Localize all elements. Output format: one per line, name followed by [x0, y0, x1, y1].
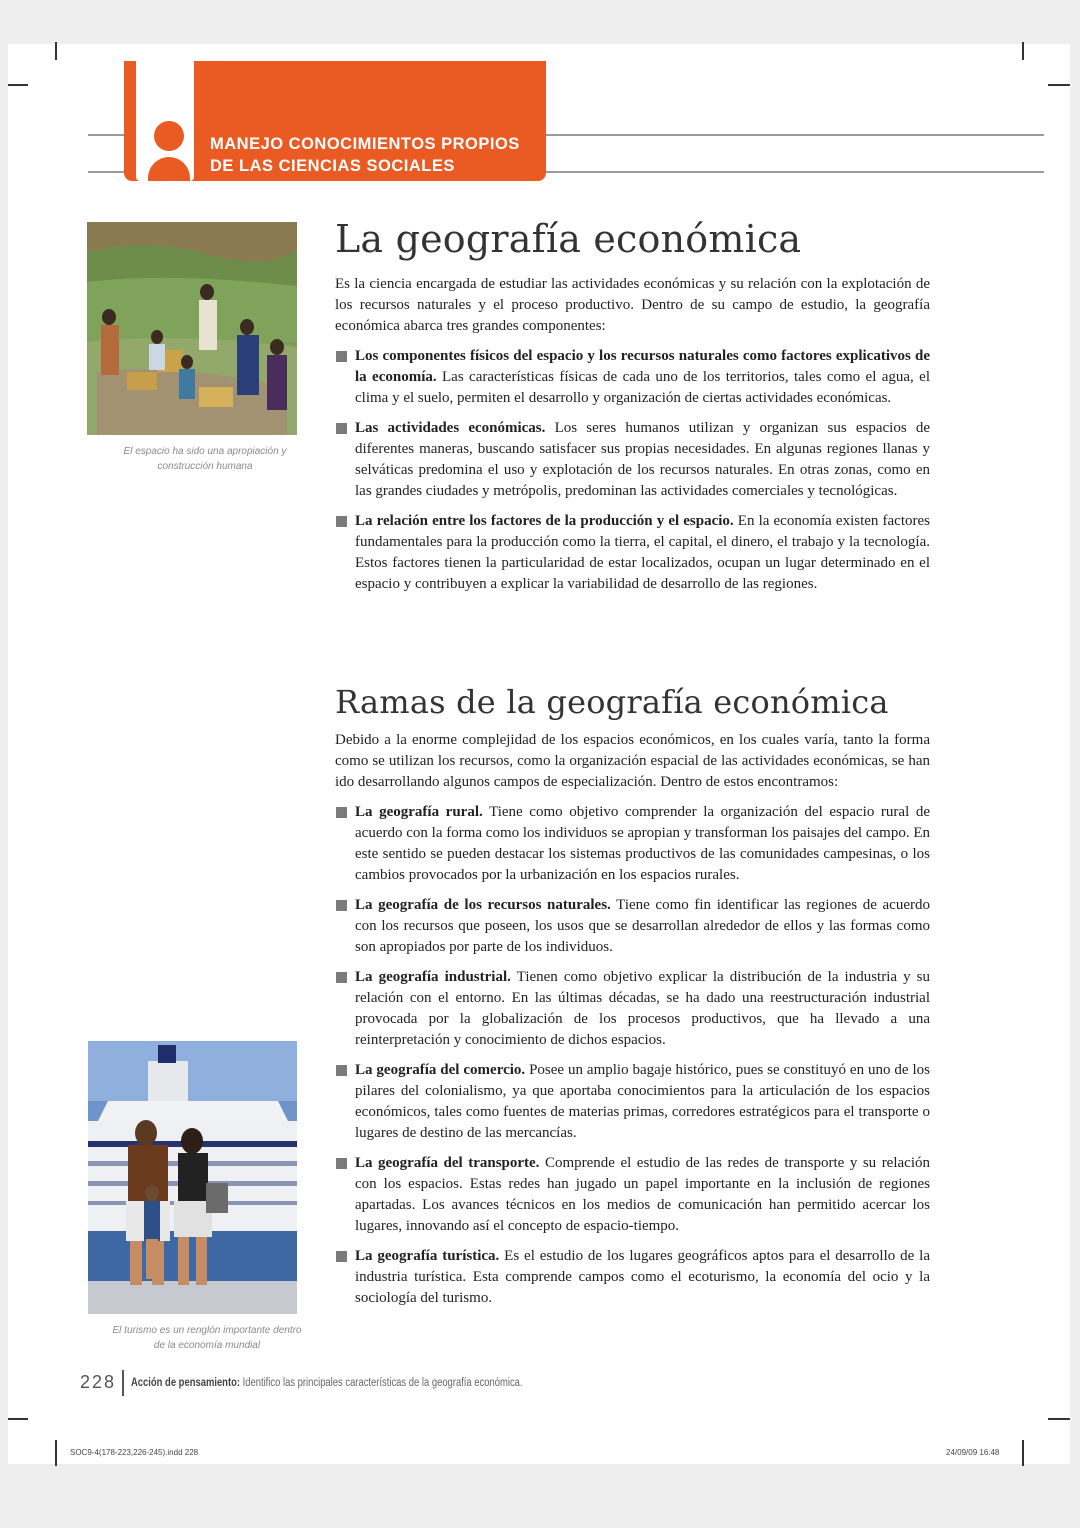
- print-slug-left: SOC9-4(178-223,226-245).indd 228: [70, 1448, 199, 1457]
- crop-mark: [8, 84, 28, 86]
- banner-title-line1: MANEJO CONOCIMIENTOS PROPIOS: [210, 135, 520, 153]
- crop-mark: [1022, 1440, 1024, 1466]
- section1-components-list: [335, 346, 930, 595]
- bullet-square-icon: [336, 972, 347, 983]
- list-item-term: Las actividades económicas.: [355, 420, 546, 436]
- farm-photo: [87, 222, 297, 435]
- list-item-text: Tiene como fin identificar las regiones de acuerdo con los recursos que poseen, los usos que se desarrollan alrededor de ellos y las formas como son apropiados por parte de los individuos.: [355, 897, 930, 955]
- list-item-term: La geografía del transporte.: [355, 1155, 540, 1171]
- list-item-text: En la economía existen factores fundamentales para la producción como la tierra, el capital, el dinero, el trabajo y la tecnología. Estos factores tienen la particularidad de estar localizados, ocupan un lugar determinado en el espacio y contribuyen a explicar la variabilidad de desarrollo de las regiones.: [355, 513, 930, 592]
- list-item: [335, 1153, 930, 1237]
- bullet-square-icon: [336, 1158, 347, 1169]
- list-item-term: La geografía industrial.: [355, 969, 511, 985]
- list-item: [335, 1060, 930, 1144]
- list-item: [335, 418, 930, 502]
- thinking-action-note: [131, 1377, 523, 1389]
- section2-intro: Debido a la enorme complejidad de los espacios económicos, en los cuales varía, tanto la forma como se utilizan los recursos, como la organización espacial de las actividades económicas, se han ido desarrollando algunos campos de especialización. Dentro de estos encontramos:: [335, 732, 930, 790]
- list-item: [335, 1246, 930, 1309]
- print-slug-right: 24/09/09 16:48: [946, 1448, 1000, 1457]
- crop-mark: [1048, 84, 1070, 86]
- crop-mark: [55, 42, 57, 60]
- crop-mark: [1048, 1418, 1070, 1420]
- list-item-text: Los seres humanos utilizan y organizan sus espacios de diferentes maneras, buscando satisfacer sus propias necesidades. En algunas regiones llanas y selváticas predomina el uso y explotación de los recursos naturales. En otras zonas, como en las grandes ciudades y metrópolis, predominan las actividades comerciales y tecnológicas.: [355, 420, 930, 499]
- list-item-term: La geografía del comercio.: [355, 1062, 526, 1078]
- list-item-term: La geografía turística.: [355, 1248, 500, 1264]
- list-item-term: La geografía de los recursos naturales.: [355, 897, 611, 913]
- page-number-divider: [122, 1370, 124, 1396]
- farm-photo-caption: El espacio ha sido una apropiación y construcción humana: [123, 446, 287, 472]
- section-branches: [335, 682, 930, 1309]
- page-number: 228: [80, 1372, 117, 1392]
- list-item-text: Tienen como objetivo explicar la distribución de la industria y su relación con el entorno. En las últimas décadas, se ha dado una reestructuración industrial provocada por la globalización de los procesos productivos, que ha llevado a una reinterpretación y conocimiento de dichos espacios.: [355, 969, 930, 1048]
- bullet-square-icon: [336, 423, 347, 434]
- tourism-photo-caption: El turismo es un renglón importante dentro de la economía mundial: [112, 1325, 302, 1351]
- bullet-square-icon: [336, 1065, 347, 1076]
- thinking-action-text: Identifico las principales características de la geografía económica.: [239, 1377, 523, 1389]
- crop-mark: [8, 1418, 28, 1420]
- bullet-square-icon: [336, 351, 347, 362]
- list-item-text: Las características físicas de cada uno de los territorios, tales como el agua, el clima y el suelo, permiten el desarrollo y organización de ciertas actividades económicas.: [355, 369, 931, 406]
- list-item: [335, 895, 930, 958]
- person-icon: [136, 61, 194, 181]
- crop-mark: [1022, 42, 1024, 60]
- bullet-square-icon: [336, 516, 347, 527]
- list-item-text: Es el estudio de los lugares geográficos aptos para el desarrollo de la industria turística. Esta comprende campos como el ecoturismo, la economía del ocio y la sociología del turismo.: [355, 1248, 930, 1306]
- section-economic-geography: [335, 216, 930, 595]
- section1-intro: Es la ciencia encargada de estudiar las actividades económicas y su relación con la explotación de los recursos naturales y el proceso productivo. Dentro de su campo de estudio, la geografía económica abarca tres grandes componentes:: [335, 276, 930, 334]
- list-item: [335, 967, 930, 1051]
- crop-mark: [55, 1440, 57, 1466]
- bullet-square-icon: [336, 1251, 347, 1262]
- thinking-action-label: Acción de pensamiento:: [131, 1377, 240, 1389]
- banner-title-line2: DE LAS CIENCIAS SOCIALES: [210, 157, 455, 175]
- section2-title: Ramas de la geografía económica: [335, 683, 889, 721]
- list-item: [335, 346, 930, 409]
- banner-title: [210, 133, 520, 177]
- bullet-square-icon: [336, 900, 347, 911]
- tourism-photo-image: [88, 1041, 297, 1314]
- list-item-term: La relación entre los factores de la producción y el espacio.: [355, 513, 734, 529]
- list-item-text: Posee un amplio bagaje histórico, pues se constituyó en uno de los pilares del colonialismo, ya que aportaba conocimientos para la articulación de los espacios económicos, tales como fuentes de materias primas, corredores estratégicos para el transporte o lugares de destino de las mercancías.: [355, 1062, 930, 1141]
- list-item-term: La geografía rural.: [355, 804, 483, 820]
- tourism-photo: [88, 1041, 297, 1314]
- section-banner: [124, 61, 546, 181]
- list-item: [335, 802, 930, 886]
- list-item: [335, 511, 930, 595]
- list-item-term: Los componentes físicos del espacio y los recursos naturales como factores explicativos de la economía.: [355, 348, 930, 385]
- list-item-text: Comprende el estudio de las redes de transporte y su relación con los espacios. Estas redes han jugado un papel importante en la inclusión de regiones apartadas. Los avances técnicos en los medios de comunicación han permitido acercar los lugares, innovando así el concepto de espacio-tiempo.: [355, 1155, 930, 1234]
- section2-branches-list: [335, 802, 930, 1309]
- bullet-square-icon: [336, 807, 347, 818]
- section1-title: La geografía económica: [335, 217, 802, 261]
- list-item-text: Tiene como objetivo comprender la organización del espacio rural de acuerdo con la forma como los individuos se apropian y transforman los paisajes del campo. En este sentido se pueden destacar los sistemas productivos de las comunidades campesinas, o los cambios provocados por la urbanización en los espacios rurales.: [355, 804, 930, 883]
- farm-photo-image: [87, 222, 297, 435]
